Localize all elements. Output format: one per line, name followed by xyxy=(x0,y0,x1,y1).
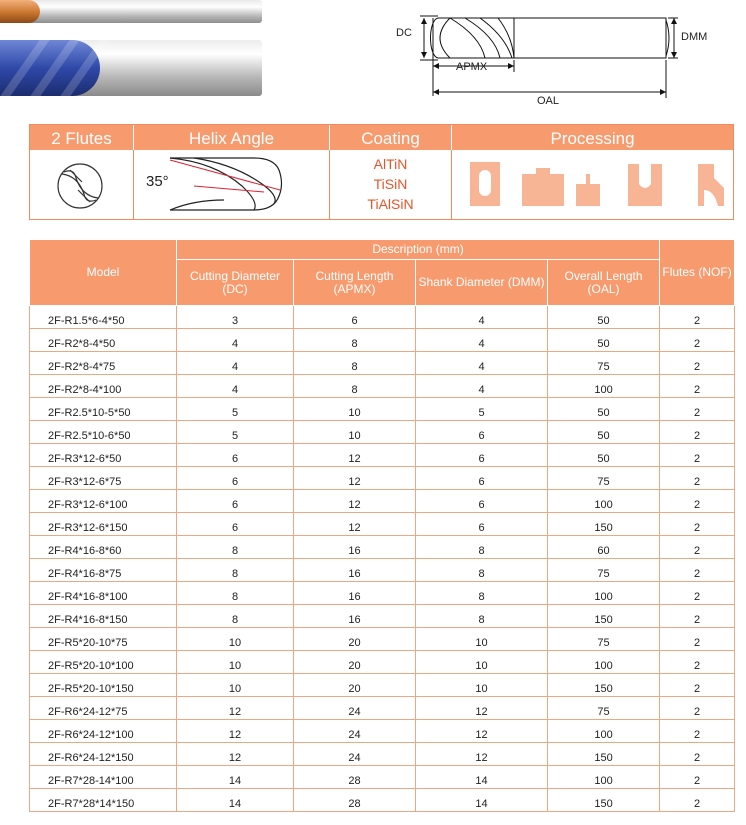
cell-model: 2F-R4*16-8*150 xyxy=(30,605,177,628)
cell-nof: 2 xyxy=(660,651,735,674)
cell-apmx: 16 xyxy=(294,559,416,582)
cell-oal: 150 xyxy=(548,674,660,697)
cell-model: 2F-R6*24-12*75 xyxy=(30,697,177,720)
cell-dc: 5 xyxy=(177,421,294,444)
cell-oal: 150 xyxy=(548,789,660,812)
cell-model: 2F-R3*12-6*150 xyxy=(30,513,177,536)
cell-oal: 75 xyxy=(548,628,660,651)
cell-oal: 75 xyxy=(548,697,660,720)
cell-apmx: 6 xyxy=(294,306,416,329)
cell-model: 2F-R4*16-8*60 xyxy=(30,536,177,559)
cell-nof: 2 xyxy=(660,720,735,743)
cell-nof: 2 xyxy=(660,306,735,329)
cell-nof: 2 xyxy=(660,421,735,444)
cell-dc: 8 xyxy=(177,605,294,628)
cell-model: 2F-R3*12-6*75 xyxy=(30,467,177,490)
cell-model: 2F-R2*8-4*75 xyxy=(30,352,177,375)
cell-dmm: 14 xyxy=(416,766,548,789)
cell-oal: 100 xyxy=(548,582,660,605)
helix-angle-cell xyxy=(134,150,330,219)
cell-model: 2F-R7*28-14*100 xyxy=(30,766,177,789)
cell-apmx: 8 xyxy=(294,375,416,398)
cell-dc: 12 xyxy=(177,720,294,743)
cell-dmm: 8 xyxy=(416,605,548,628)
cell-dc: 12 xyxy=(177,697,294,720)
table-row xyxy=(30,743,735,766)
processing-header: Processing xyxy=(452,125,733,150)
two-flute-cross-section-icon xyxy=(30,150,134,219)
cell-model: 2F-R1.5*6-4*50 xyxy=(30,306,177,329)
cell-apmx: 28 xyxy=(294,789,416,812)
cell-dmm: 8 xyxy=(416,559,548,582)
cell-oal: 50 xyxy=(548,421,660,444)
cell-apmx: 10 xyxy=(294,398,416,421)
cell-apmx: 10 xyxy=(294,421,416,444)
cell-dmm: 6 xyxy=(416,513,548,536)
cell-oal: 75 xyxy=(548,352,660,375)
table-row xyxy=(30,651,735,674)
cell-dmm: 4 xyxy=(416,352,548,375)
cell-nof: 2 xyxy=(660,605,735,628)
cell-apmx: 12 xyxy=(294,490,416,513)
cell-model: 2F-R7*28*14*150 xyxy=(30,789,177,812)
cell-apmx: 12 xyxy=(294,444,416,467)
cell-apmx: 16 xyxy=(294,605,416,628)
cell-nof: 2 xyxy=(660,743,735,766)
cell-dmm: 8 xyxy=(416,582,548,605)
oal-label: OAL xyxy=(537,95,560,107)
cell-dc: 5 xyxy=(177,398,294,421)
table-row xyxy=(30,720,735,743)
cell-nof: 2 xyxy=(660,398,735,421)
cell-model: 2F-R5*20-10*75 xyxy=(30,628,177,651)
description-header: Description (mm) xyxy=(177,240,660,260)
cell-dc: 4 xyxy=(177,329,294,352)
cell-nof: 2 xyxy=(660,490,735,513)
table-row xyxy=(30,329,735,352)
flutes-column-header: Flutes (NOF) xyxy=(660,240,735,306)
cell-dc: 8 xyxy=(177,536,294,559)
cell-nof: 2 xyxy=(660,674,735,697)
cell-nof: 2 xyxy=(660,536,735,559)
cell-nof: 2 xyxy=(660,582,735,605)
cell-dc: 6 xyxy=(177,513,294,536)
cell-oal: 50 xyxy=(548,329,660,352)
cell-nof: 2 xyxy=(660,375,735,398)
cell-model: 2F-R2*8-4*50 xyxy=(30,329,177,352)
cell-apmx: 16 xyxy=(294,582,416,605)
flutes-cell xyxy=(30,150,134,219)
cell-apmx: 20 xyxy=(294,651,416,674)
cell-dmm: 4 xyxy=(416,375,548,398)
table-row xyxy=(30,352,735,375)
coating-altin: AlTiN xyxy=(373,156,408,172)
cell-oal: 50 xyxy=(548,444,660,467)
cell-dc: 10 xyxy=(177,628,294,651)
cell-model: 2F-R4*16-8*75 xyxy=(30,559,177,582)
table-row xyxy=(30,467,735,490)
cell-model: 2F-R6*24-12*150 xyxy=(30,743,177,766)
table-row xyxy=(30,490,735,513)
feature-strip xyxy=(29,124,734,220)
cell-dc: 14 xyxy=(177,789,294,812)
cell-nof: 2 xyxy=(660,697,735,720)
cell-apmx: 8 xyxy=(294,352,416,375)
cell-oal: 50 xyxy=(548,398,660,421)
cell-dmm: 6 xyxy=(416,490,548,513)
cell-model: 2F-R2*8-4*100 xyxy=(30,375,177,398)
cell-model: 2F-R5*20-10*100 xyxy=(30,651,177,674)
table-row xyxy=(30,559,735,582)
cell-dmm: 12 xyxy=(416,697,548,720)
apmx-label: APMX xyxy=(456,61,488,73)
processing-cell xyxy=(452,150,735,219)
cell-dmm: 10 xyxy=(416,674,548,697)
cell-dc: 10 xyxy=(177,674,294,697)
table-row xyxy=(30,605,735,628)
cell-model: 2F-R5*20-10*150 xyxy=(30,674,177,697)
cell-apmx: 20 xyxy=(294,628,416,651)
cell-dmm: 6 xyxy=(416,444,548,467)
cell-dc: 4 xyxy=(177,375,294,398)
cell-oal: 75 xyxy=(548,559,660,582)
gold-end-mill-image xyxy=(0,0,262,23)
cell-dmm: 10 xyxy=(416,628,548,651)
cell-apmx: 20 xyxy=(294,674,416,697)
cell-nof: 2 xyxy=(660,766,735,789)
model-column-header: Model xyxy=(30,240,177,306)
coating-tisin: TiSiN xyxy=(373,176,408,192)
cell-oal: 100 xyxy=(548,651,660,674)
cell-oal: 150 xyxy=(548,513,660,536)
oal-column-header: Overall Length (OAL) xyxy=(548,260,660,306)
cell-nof: 2 xyxy=(660,513,735,536)
cell-dmm: 14 xyxy=(416,789,548,812)
cell-dmm: 4 xyxy=(416,329,548,352)
table-row xyxy=(30,421,735,444)
table-row xyxy=(30,789,735,812)
cell-dc: 3 xyxy=(177,306,294,329)
table-row xyxy=(30,513,735,536)
cell-model: 2F-R6*24-12*100 xyxy=(30,720,177,743)
cell-model: 2F-R3*12-6*50 xyxy=(30,444,177,467)
cell-oal: 50 xyxy=(548,306,660,329)
spec-table xyxy=(29,239,735,812)
cell-apmx: 8 xyxy=(294,329,416,352)
cell-oal: 150 xyxy=(548,605,660,628)
blue-end-mill-image xyxy=(0,40,262,96)
cell-oal: 75 xyxy=(548,467,660,490)
cell-dmm: 6 xyxy=(416,467,548,490)
cell-dmm: 5 xyxy=(416,398,548,421)
cell-nof: 2 xyxy=(660,352,735,375)
processing-shapes-icon xyxy=(452,150,735,219)
coating-header: Coating xyxy=(330,125,452,150)
flutes-header: 2 Flutes xyxy=(30,125,134,150)
cell-apmx: 24 xyxy=(294,720,416,743)
cell-oal: 100 xyxy=(548,490,660,513)
cell-dmm: 6 xyxy=(416,421,548,444)
cell-dmm: 10 xyxy=(416,651,548,674)
table-row xyxy=(30,766,735,789)
apmx-column-header: Cutting Length (APMX) xyxy=(294,260,416,306)
dimension-diagram xyxy=(390,6,730,110)
coating-tialsin: TiAlSiN xyxy=(367,196,414,212)
cell-dmm: 12 xyxy=(416,743,548,766)
dc-column-header: Cutting Diameter (DC) xyxy=(177,260,294,306)
table-row xyxy=(30,306,735,329)
table-row xyxy=(30,628,735,651)
table-row xyxy=(30,674,735,697)
cell-apmx: 24 xyxy=(294,697,416,720)
cell-model: 2F-R3*12-6*100 xyxy=(30,490,177,513)
cell-oal: 100 xyxy=(548,375,660,398)
cell-oal: 100 xyxy=(548,766,660,789)
cell-dc: 12 xyxy=(177,743,294,766)
table-row xyxy=(30,398,735,421)
cell-dc: 14 xyxy=(177,766,294,789)
cell-dmm: 8 xyxy=(416,536,548,559)
helix-angle-value: 35° xyxy=(146,173,169,190)
cell-nof: 2 xyxy=(660,789,735,812)
cell-dc: 8 xyxy=(177,582,294,605)
table-row xyxy=(30,375,735,398)
cell-dc: 8 xyxy=(177,559,294,582)
cell-dmm: 4 xyxy=(416,306,548,329)
cell-apmx: 12 xyxy=(294,513,416,536)
cell-model: 2F-R2.5*10-5*50 xyxy=(30,398,177,421)
table-row xyxy=(30,582,735,605)
coating-cell xyxy=(330,150,452,219)
cell-apmx: 16 xyxy=(294,536,416,559)
cell-nof: 2 xyxy=(660,329,735,352)
table-row xyxy=(30,536,735,559)
cell-nof: 2 xyxy=(660,444,735,467)
cell-dc: 10 xyxy=(177,651,294,674)
cell-oal: 100 xyxy=(548,720,660,743)
cell-nof: 2 xyxy=(660,559,735,582)
dmm-label: DMM xyxy=(681,31,708,43)
cell-apmx: 28 xyxy=(294,766,416,789)
cell-dc: 4 xyxy=(177,352,294,375)
cell-nof: 2 xyxy=(660,628,735,651)
cell-apmx: 24 xyxy=(294,743,416,766)
cell-model: 2F-R2.5*10-6*50 xyxy=(30,421,177,444)
helix-angle-header: Helix Angle xyxy=(134,125,330,150)
cell-oal: 60 xyxy=(548,536,660,559)
cell-dmm: 12 xyxy=(416,720,548,743)
cell-dc: 6 xyxy=(177,467,294,490)
table-row xyxy=(30,697,735,720)
dmm-column-header: Shank Diameter (DMM) xyxy=(416,260,548,306)
dc-label: DC xyxy=(396,27,412,39)
cell-dc: 6 xyxy=(177,444,294,467)
cell-model: 2F-R4*16-8*100 xyxy=(30,582,177,605)
cell-oal: 150 xyxy=(548,743,660,766)
cell-apmx: 12 xyxy=(294,467,416,490)
cell-dc: 6 xyxy=(177,490,294,513)
cell-nof: 2 xyxy=(660,467,735,490)
table-row xyxy=(30,444,735,467)
